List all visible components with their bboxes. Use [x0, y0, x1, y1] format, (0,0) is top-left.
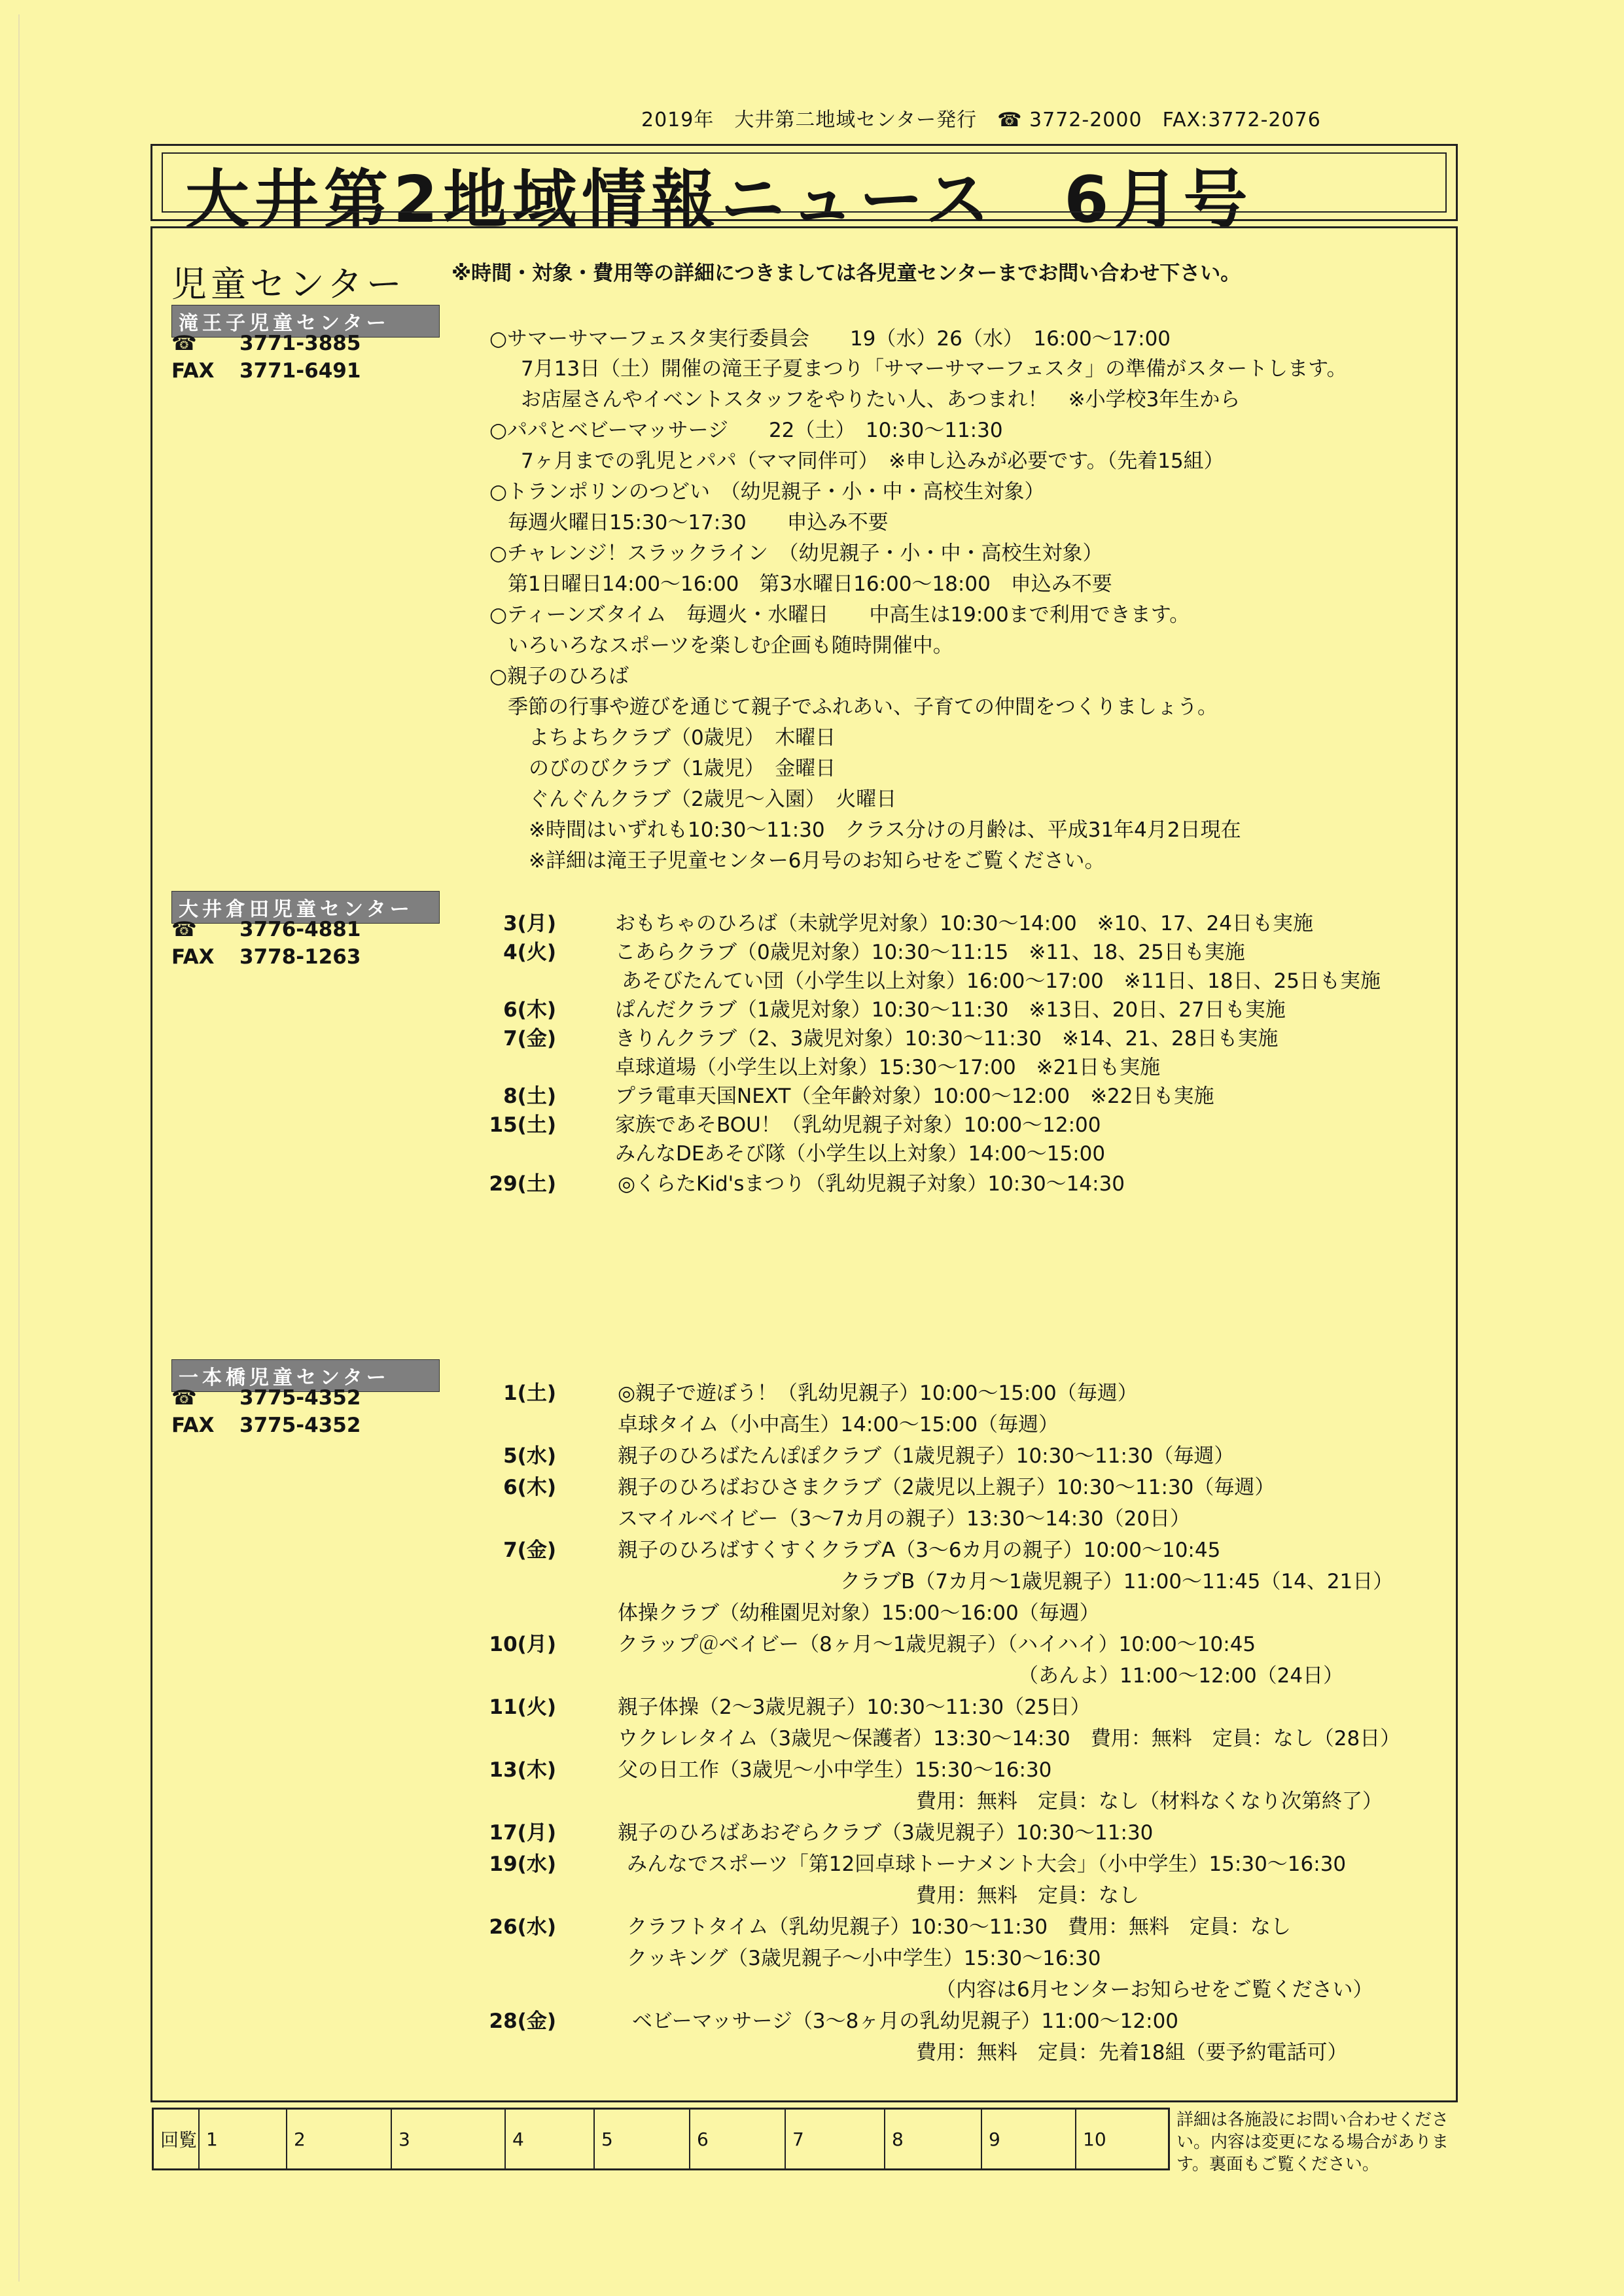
- circulation-table: [152, 2108, 1170, 2170]
- center-contact-ooi-kurata: [171, 916, 361, 971]
- event-text: 親子のひろばたんぽぽクラブ（1歳児親子）10:30～11:30（毎週）: [618, 1444, 1235, 1468]
- list-item: ○パパとベビーマッサージ 22（土） 10:30～11:30: [489, 419, 1003, 442]
- list-item: ○チャレンジ！スラックライン （幼児親子・小・中・高校生対象）: [489, 542, 1103, 565]
- circulation-cell: 10: [1083, 2128, 1106, 2150]
- event-text: 費用：無料 定員：なし: [916, 1884, 1139, 1907]
- event-date: 4(火): [503, 941, 556, 964]
- circulation-cell: 3: [392, 2110, 506, 2168]
- fax-label: FAX: [171, 945, 215, 969]
- event-text: 卓球タイム（小中高生）14:00～15:00（毎週）: [618, 1413, 1059, 1436]
- event-date: 11(火): [489, 1696, 556, 1719]
- event-text: クッキング（3歳児親子～小中学生）15:30～16:30: [627, 1947, 1101, 1970]
- event-text: 親子のひろばすくすくクラブA（3～6カ月の親子）10:00～10:45: [618, 1539, 1221, 1562]
- center-name-takiouji: 滝王子児童センター: [171, 305, 440, 338]
- event-text: 親子体操（2～3歳児親子）10:30～11:30（25日）: [618, 1696, 1091, 1719]
- footer-note: 詳細は各施設にお問い合わせください。内容は変更になる場合があります。裏面もご覧ください。: [1176, 2110, 1449, 2174]
- center-contact-ippongi: [171, 1384, 361, 1439]
- list-item: 7ヶ月までの乳児とパパ（ママ同伴可） ※申し込みが必要です。（先着15組）: [521, 449, 1224, 473]
- fax-label: FAX: [171, 359, 215, 383]
- event-date: 15(土): [489, 1113, 556, 1137]
- event-date: 17(月): [489, 1821, 556, 1845]
- list-item: ※詳細は滝王子児童センター6月号のお知らせをご覧ください。: [529, 849, 1105, 873]
- center-contact-takiouji: [171, 330, 361, 385]
- event-date: 6(木): [503, 998, 556, 1022]
- circulation-cell: 8: [885, 2110, 982, 2168]
- event-text: クラフトタイム（乳幼児親子）10:30～11:30 費用：無料 定員：なし: [627, 1915, 1292, 1939]
- circulation-cell: 9: [982, 2110, 1076, 2168]
- event-date: 29(土): [489, 1172, 556, 1196]
- event-text: おもちゃのひろば（未就学児対象）10:30～14:00 ※10、17、24日も実施: [615, 912, 1313, 935]
- fax-number: 3771-6491: [239, 359, 361, 383]
- section-title: 児童センター: [171, 264, 406, 305]
- event-text: あそびたんてい団（小学生以上対象）16:00～17:00 ※11日、18日、25日も実施: [622, 969, 1381, 993]
- event-date: 26(水): [489, 1915, 556, 1939]
- list-item: ○ティーンズタイム 毎週火・水曜日 中高生は19:00まで利用できます。: [489, 603, 1190, 627]
- list-item: ※時間はいずれも10:30～11:30 クラス分けの月齢は、平成31年4月2日現在: [529, 818, 1241, 842]
- event-text: 父の日工作（3歳児～小中学生）15:30～16:30: [618, 1758, 1052, 1782]
- list-item: 季節の行事や遊びを通じて親子でふれあい、子育ての仲間をつくりましょう。: [508, 695, 1218, 719]
- circulation-label: 回覧: [154, 2110, 200, 2168]
- list-item: 毎週火曜日15:30～17:30 申込み不要: [508, 511, 889, 534]
- circulation-cell: 4: [506, 2110, 595, 2168]
- circulation-cell: 6: [690, 2110, 786, 2168]
- list-item: のびのびクラブ（1歳児） 金曜日: [529, 757, 836, 780]
- list-item: ○トランポリンのつどい （幼児親子・小・中・高校生対象）: [489, 480, 1045, 504]
- fax-label: FAX: [171, 1414, 215, 1437]
- title-box: [150, 144, 1458, 237]
- circulation-cell: 5: [595, 2110, 690, 2168]
- event-text: ウクレレタイム（3歳児～保護者）13:30～14:30 費用：無料 定員：なし（28日）: [618, 1727, 1401, 1750]
- event-text: 体操クラブ（幼稚園児対象）15:00～16:00（毎週）: [618, 1601, 1100, 1625]
- tel-number: 3775-4352: [239, 1386, 361, 1410]
- event-date: 6(木): [503, 1476, 556, 1499]
- event-date: 1(土): [503, 1382, 556, 1405]
- event-text: ◎くらたKid'sまつり（乳幼児親子対象）10:30～14:30: [618, 1172, 1125, 1196]
- event-date: 19(水): [489, 1852, 556, 1876]
- fax-number: 3775-4352: [239, 1414, 361, 1437]
- tel-number: 3771-3885: [239, 332, 361, 355]
- event-text: プラ電車天国NEXT（全年齢対象）10:00～12:00 ※22日も実施: [615, 1085, 1214, 1108]
- list-item: 7月13日（土）開催の滝王子夏まつり「サマーサマーフェスタ」の準備がスタートします。: [521, 357, 1347, 381]
- page-title: 大井第2地域情報ニュース 6月号: [185, 163, 1253, 237]
- event-text: 費用：無料 定員：先着18組（要予約電話可）: [916, 2041, 1348, 2064]
- tel-number: 3776-4881: [239, 918, 361, 941]
- event-text: 親子のひろばあおぞらクラブ（3歳児親子）10:30～11:30: [618, 1821, 1154, 1845]
- list-item: いろいろなスポーツを楽しむ企画も随時開催中。: [508, 634, 953, 657]
- phone-icon: ☎: [171, 1386, 197, 1410]
- event-text: クラブB（7カ月～1歳児親子）11:00～11:45（14、21日）: [840, 1570, 1394, 1593]
- event-text: （あんよ）11:00～12:00（24日）: [1018, 1664, 1344, 1688]
- center-name-ippongi: 一本橋児童センター: [171, 1359, 440, 1392]
- event-text: 費用：無料 定員：なし（材料なくなり次第終了）: [916, 1790, 1383, 1813]
- event-date: 28(金): [489, 2009, 556, 2033]
- phone-icon: ☎: [171, 332, 197, 355]
- event-text: ぱんだクラブ（1歳児対象）10:30～11:30 ※13日、20日、27日も実施: [615, 998, 1286, 1022]
- list-item: ○サマーサマーフェスタ実行委員会 19（水）26（水） 16:00～17:00: [489, 327, 1171, 351]
- event-text: きりんクラブ（2、3歳児対象）10:30～11:30 ※14、21、28日も実施: [615, 1027, 1279, 1051]
- event-text: 親子のひろばおひさまクラブ（2歳児以上親子）10:30～11:30（毎週）: [618, 1476, 1275, 1499]
- event-text: （内容は6月センターお知らせをご覧ください）: [936, 1978, 1373, 2002]
- event-date: 8(土): [503, 1085, 556, 1108]
- event-text: みんなでスポーツ「第12回卓球トーナメント大会」（小中学生）15:30～16:30: [627, 1852, 1347, 1876]
- event-text: みんなDEあそび隊（小学生以上対象）14:00～15:00: [615, 1142, 1106, 1166]
- publisher-line: 2019年 大井第二地域センター発行 ☎ 3772-2000 FAX:3772-2076: [641, 109, 1321, 131]
- list-item: ○親子のひろば: [489, 665, 629, 688]
- event-text: クラップ＠ベイビー（8ヶ月～1歳児親子）（ハイハイ）10:00～10:45: [618, 1633, 1256, 1656]
- phone-icon: ☎: [171, 918, 197, 941]
- list-item: よちよちクラブ（0歳児） 木曜日: [529, 726, 836, 750]
- event-text: 卓球道場（小学生以上対象）15:30～17:00 ※21日も実施: [615, 1056, 1161, 1079]
- event-date: 7(金): [503, 1027, 556, 1051]
- circulation-cell: 7: [786, 2110, 885, 2168]
- event-text: ◎親子で遊ぼう！（乳幼児親子）10:00～15:00（毎週）: [618, 1382, 1138, 1405]
- circulation-cell: 1: [200, 2110, 287, 2168]
- event-date: 10(月): [489, 1633, 556, 1656]
- circulation-cell: 2: [287, 2110, 392, 2168]
- event-text: ベビーマッサージ（3～8ヶ月の乳幼児親子）11:00～12:00: [632, 2009, 1179, 2033]
- section-note: ※時間・対象・費用等の詳細につきましては各児童センターまでお問い合わせ下さい。: [451, 262, 1241, 285]
- event-text: スマイルベイビー（3～7カ月の親子）13:30～14:30（20日）: [618, 1507, 1191, 1531]
- list-item: 第1日曜日14:00～16:00 第3水曜日16:00～18:00 申込み不要: [508, 572, 1112, 596]
- event-text: こあらクラブ（0歳児対象）10:30～11:15 ※11、18、25日も実施: [615, 941, 1245, 964]
- center-name-ooi-kurata: 大井倉田児童センター: [171, 891, 440, 924]
- event-date: 13(木): [489, 1758, 556, 1782]
- event-date: 7(金): [503, 1539, 556, 1562]
- event-date: 5(水): [503, 1444, 556, 1468]
- fax-number: 3778-1263: [239, 945, 361, 969]
- event-text: 家族であそBOU！（乳幼児親子対象）10:00～12:00: [615, 1113, 1101, 1137]
- list-item: お店屋さんやイベントスタッフをやりたい人、あつまれ！ ※小学校3年生から: [521, 388, 1241, 411]
- event-date: 3(月): [503, 912, 556, 935]
- list-item: ぐんぐんクラブ（2歳児～入園） 火曜日: [529, 788, 897, 811]
